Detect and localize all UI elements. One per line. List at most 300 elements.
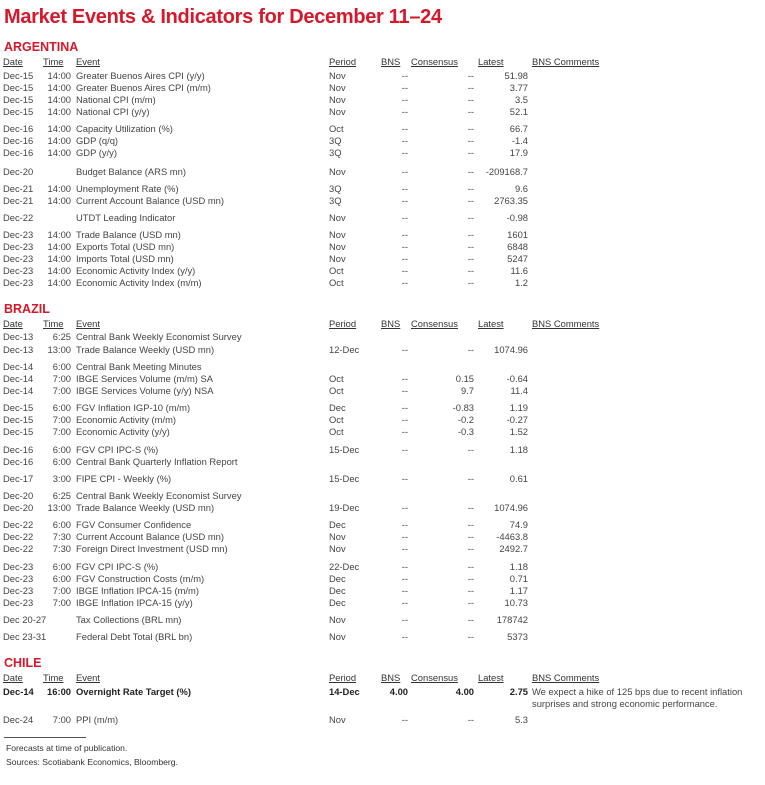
- header-comments: BNS Comments: [532, 318, 600, 329]
- cell-date: Dec-22: [3, 212, 34, 223]
- cell-latest: 2763.35: [494, 195, 528, 206]
- cell-bns: --: [401, 183, 408, 194]
- cell-event: Trade Balance Weekly (USD mn): [76, 502, 215, 513]
- cell-event: Imports Total (USD mn): [76, 253, 174, 264]
- cell-latest: 0.61: [509, 473, 528, 484]
- header-date: Date: [3, 672, 23, 683]
- cell-date: Dec-15: [3, 82, 34, 93]
- table-row: [0, 265, 765, 277]
- cell-event: Economic Activity Index (m/m): [76, 277, 202, 288]
- cell-bns: --: [401, 70, 408, 81]
- section-title-argentina: ARGENTINA: [4, 40, 79, 54]
- cell-event: Greater Buenos Aires CPI (m/m): [76, 82, 211, 93]
- cell-time: 3:00: [52, 473, 71, 484]
- cell-event: FGV Consumer Confidence: [76, 519, 192, 530]
- cell-bns: --: [401, 385, 408, 396]
- cell-bns: --: [401, 531, 408, 542]
- section-title-brazil: BRAZIL: [4, 302, 50, 316]
- cell-time: 6:00: [52, 402, 71, 413]
- header-time: Time: [43, 318, 64, 329]
- table-row: [0, 147, 765, 159]
- table-row: [0, 166, 765, 178]
- cell-consensus: --: [467, 166, 474, 177]
- header-consensus: Consensus: [411, 56, 458, 67]
- cell-bns: --: [401, 561, 408, 572]
- table-row: [0, 444, 765, 456]
- cell-date: Dec-23: [3, 277, 34, 288]
- cell-bns: --: [401, 714, 408, 725]
- header-latest: Latest: [478, 318, 504, 329]
- cell-date: Dec-15: [3, 94, 34, 105]
- cell-time: 6:00: [52, 361, 71, 372]
- cell-period: Nov: [329, 229, 346, 240]
- cell-consensus: --: [467, 585, 474, 596]
- cell-date: Dec-13: [3, 344, 34, 355]
- cell-bns: --: [401, 373, 408, 384]
- cell-consensus: -0.83: [452, 402, 474, 413]
- cell-period: Dec: [329, 597, 346, 608]
- cell-period: Oct: [329, 414, 344, 425]
- cell-date: Dec-20: [3, 490, 34, 501]
- cell-consensus: --: [467, 229, 474, 240]
- cell-date: Dec-16: [3, 135, 34, 146]
- cell-bns: --: [401, 473, 408, 484]
- header-event: Event: [76, 318, 100, 329]
- cell-date: Dec-16: [3, 147, 34, 158]
- cell-latest: 3.5: [514, 94, 528, 105]
- table-row: [0, 82, 765, 94]
- cell-period: 15-Dec: [329, 473, 360, 484]
- column-header-row: [0, 672, 765, 684]
- cell-time: 7:00: [52, 373, 71, 384]
- cell-date: Dec-15: [3, 414, 34, 425]
- cell-time: 7:00: [52, 385, 71, 396]
- cell-event: FGV Construction Costs (m/m): [76, 573, 205, 584]
- cell-latest: 1.19: [509, 402, 528, 413]
- cell-period: Nov: [329, 212, 346, 223]
- cell-event: Economic Activity (y/y): [76, 426, 170, 437]
- cell-date: Dec-23: [3, 265, 34, 276]
- cell-date: Dec-23: [3, 229, 34, 240]
- table-row: [0, 70, 765, 82]
- cell-time: 6:00: [52, 519, 71, 530]
- cell-event: Trade Balance (USD mn): [76, 229, 181, 240]
- cell-consensus: -0.3: [457, 426, 474, 437]
- cell-bns: --: [401, 106, 408, 117]
- cell-time: 14:00: [47, 253, 71, 264]
- cell-date: Dec-16: [3, 456, 34, 467]
- cell-period: Oct: [329, 373, 344, 384]
- cell-latest: 66.7: [509, 123, 528, 134]
- table-row: [0, 543, 765, 555]
- cell-consensus: --: [467, 444, 474, 455]
- cell-period: Oct: [329, 426, 344, 437]
- cell-bns: --: [401, 426, 408, 437]
- table-row: [0, 473, 765, 485]
- table-row: [0, 631, 765, 643]
- cell-date: Dec-14: [3, 373, 34, 384]
- cell-consensus: --: [467, 147, 474, 158]
- cell-latest: 74.9: [509, 519, 528, 530]
- cell-event: Greater Buenos Aires CPI (y/y): [76, 70, 205, 81]
- table-row: [0, 531, 765, 543]
- cell-period: Oct: [329, 265, 344, 276]
- cell-period: Nov: [329, 94, 346, 105]
- cell-time: 6:25: [52, 490, 71, 501]
- cell-time: 14:00: [47, 135, 71, 146]
- header-time: Time: [43, 56, 64, 67]
- table-row: [0, 241, 765, 253]
- cell-event: Central Bank Quarterly Inflation Report: [76, 456, 238, 467]
- cell-event: Foreign Direct Investment (USD mn): [76, 543, 228, 554]
- table-row: [0, 597, 765, 609]
- cell-bns: --: [401, 277, 408, 288]
- cell-date: Dec-22: [3, 543, 34, 554]
- table-row: [0, 385, 765, 397]
- cell-event: Central Bank Meeting Minutes: [76, 361, 202, 372]
- cell-consensus: --: [467, 195, 474, 206]
- cell-date: Dec-14: [3, 686, 34, 697]
- cell-date: Dec-14: [3, 361, 34, 372]
- cell-latest: 5373: [507, 631, 528, 642]
- cell-event: FGV Inflation IGP-10 (m/m): [76, 402, 191, 413]
- table-row: [0, 331, 765, 343]
- cell-date: Dec-14: [3, 385, 34, 396]
- footnote-forecasts: Forecasts at time of publication.: [6, 743, 128, 753]
- cell-period: Dec: [329, 573, 346, 584]
- cell-latest: -209168.7: [485, 166, 528, 177]
- footnote-rule: [4, 737, 86, 738]
- cell-time: 14:00: [47, 123, 71, 134]
- cell-bns: --: [401, 502, 408, 513]
- cell-time: 16:00: [47, 686, 71, 697]
- cell-latest: 1074.96: [494, 344, 528, 355]
- cell-latest: 10.73: [504, 597, 528, 608]
- table-row: [0, 123, 765, 135]
- header-date: Date: [3, 56, 23, 67]
- cell-date: Dec-23: [3, 253, 34, 264]
- cell-time: 14:00: [47, 241, 71, 252]
- cell-period: Dec: [329, 519, 346, 530]
- cell-time: 14:00: [47, 277, 71, 288]
- cell-consensus: --: [467, 265, 474, 276]
- table-row: [0, 561, 765, 573]
- cell-date: Dec-23: [3, 561, 34, 572]
- header-latest: Latest: [478, 672, 504, 683]
- cell-time: 14:00: [47, 106, 71, 117]
- cell-event: FGV CPI IPC-S (%): [76, 561, 159, 572]
- cell-bns: --: [401, 344, 408, 355]
- cell-bns: --: [401, 135, 408, 146]
- table-row: [0, 106, 765, 118]
- cell-bns: --: [401, 519, 408, 530]
- cell-consensus: --: [467, 82, 474, 93]
- cell-time: 14:00: [47, 147, 71, 158]
- cell-period: Nov: [329, 106, 346, 117]
- cell-event: IBGE Services Volume (m/m) SA: [76, 373, 214, 384]
- cell-consensus: --: [467, 614, 474, 625]
- cell-latest: 1.52: [509, 426, 528, 437]
- cell-bns: --: [401, 585, 408, 596]
- cell-period: Dec: [329, 585, 346, 596]
- cell-latest: 178742: [496, 614, 528, 625]
- cell-date: Dec-23: [3, 597, 34, 608]
- header-bns: BNS: [381, 672, 401, 683]
- cell-latest: 2.75: [509, 686, 528, 697]
- header-event: Event: [76, 56, 100, 67]
- header-period: Period: [329, 56, 357, 67]
- cell-latest: 1.2: [514, 277, 528, 288]
- table-row: [0, 135, 765, 147]
- cell-time: 13:00: [47, 344, 71, 355]
- cell-period: 3Q: [329, 147, 342, 158]
- cell-bns: --: [401, 94, 408, 105]
- cell-consensus: --: [467, 212, 474, 223]
- header-comments: BNS Comments: [532, 56, 600, 67]
- table-row: [0, 686, 765, 712]
- cell-time: 7:30: [52, 531, 71, 542]
- cell-consensus: 4.00: [455, 686, 474, 697]
- cell-event: PPI (m/m): [76, 714, 119, 725]
- cell-period: Nov: [329, 241, 346, 252]
- cell-event: Capacity Utilization (%): [76, 123, 173, 134]
- cell-time: 14:00: [47, 265, 71, 276]
- table-row: [0, 490, 765, 502]
- cell-event: UTDT Leading Indicator: [76, 212, 176, 223]
- cell-period: Oct: [329, 123, 344, 134]
- cell-period: 15-Dec: [329, 444, 360, 455]
- cell-date: Dec-22: [3, 531, 34, 542]
- cell-consensus: -0.2: [457, 414, 474, 425]
- cell-bns: --: [401, 253, 408, 264]
- cell-date: Dec-13: [3, 331, 34, 342]
- table-row: [0, 456, 765, 468]
- cell-latest: -4463.8: [496, 531, 528, 542]
- cell-time: 13:00: [47, 502, 71, 513]
- header-consensus: Consensus: [411, 672, 458, 683]
- cell-bns: --: [401, 543, 408, 554]
- table-row: [0, 183, 765, 195]
- cell-period: Oct: [329, 277, 344, 288]
- cell-latest: 2492.7: [499, 543, 528, 554]
- cell-bns: --: [401, 265, 408, 276]
- cell-bns: --: [401, 147, 408, 158]
- cell-period: Nov: [329, 70, 346, 81]
- cell-event: Trade Balance Weekly (USD mn): [76, 344, 215, 355]
- footnote-sources: Sources: Scotiabank Economics, Bloomberg.: [6, 757, 178, 767]
- table-row: [0, 426, 765, 438]
- cell-period: Nov: [329, 714, 346, 725]
- cell-event: Current Account Balance (USD mn): [76, 531, 224, 542]
- cell-consensus: --: [467, 241, 474, 252]
- table-row: [0, 344, 765, 356]
- table-row: [0, 502, 765, 514]
- cell-consensus: --: [467, 714, 474, 725]
- cell-event: Economic Activity Index (y/y): [76, 265, 196, 276]
- cell-consensus: --: [467, 135, 474, 146]
- header-comments: BNS Comments: [532, 672, 600, 683]
- cell-date: Dec-21: [3, 183, 34, 194]
- cell-period: 3Q: [329, 195, 342, 206]
- cell-latest: 1601: [507, 229, 528, 240]
- cell-event: IBGE Inflation IPCA-15 (y/y): [76, 597, 193, 608]
- header-date: Date: [3, 318, 23, 329]
- cell-bns: --: [401, 229, 408, 240]
- table-row: [0, 573, 765, 585]
- cell-consensus: --: [467, 519, 474, 530]
- cell-consensus: 0.15: [455, 373, 474, 384]
- cell-latest: 0.71: [509, 573, 528, 584]
- cell-time: 6:25: [52, 331, 71, 342]
- cell-latest: 51.98: [504, 70, 528, 81]
- cell-event: IBGE Inflation IPCA-15 (m/m): [76, 585, 199, 596]
- header-period: Period: [329, 672, 357, 683]
- cell-date: Dec-22: [3, 519, 34, 530]
- cell-latest: 1074.96: [494, 502, 528, 513]
- cell-date: Dec-16: [3, 123, 34, 134]
- cell-bns: --: [401, 573, 408, 584]
- cell-time: 6:00: [52, 561, 71, 572]
- cell-event: Budget Balance (ARS mn): [76, 166, 186, 177]
- cell-period: Nov: [329, 614, 346, 625]
- table-row: [0, 361, 765, 373]
- cell-bns: --: [401, 402, 408, 413]
- cell-time: 7:00: [52, 585, 71, 596]
- cell-bns: --: [401, 212, 408, 223]
- table-row: [0, 585, 765, 597]
- cell-date: Dec-20: [3, 502, 34, 513]
- cell-consensus: --: [467, 106, 474, 117]
- cell-consensus: --: [467, 543, 474, 554]
- cell-latest: 11.4: [510, 385, 528, 396]
- cell-time: 14:00: [47, 82, 71, 93]
- column-header-row: [0, 56, 765, 68]
- cell-bns: --: [401, 166, 408, 177]
- cell-time: 14:00: [47, 183, 71, 194]
- cell-event: GDP (q/q): [76, 135, 119, 146]
- cell-period: Nov: [329, 166, 346, 177]
- cell-date: Dec-23: [3, 585, 34, 596]
- cell-latest: 3.77: [509, 82, 528, 93]
- cell-consensus: --: [467, 253, 474, 264]
- cell-latest: -0.64: [506, 373, 528, 384]
- cell-time: 7:00: [52, 426, 71, 437]
- section-title-chile: CHILE: [4, 656, 42, 670]
- cell-period: 19-Dec: [329, 502, 360, 513]
- cell-period: Nov: [329, 543, 346, 554]
- cell-latest: -1.4: [511, 135, 528, 146]
- cell-consensus: 9.7: [460, 385, 474, 396]
- cell-bns: --: [401, 597, 408, 608]
- cell-time: 6:00: [52, 444, 71, 455]
- cell-latest: 17.9: [509, 147, 528, 158]
- cell-latest: 1.17: [509, 585, 528, 596]
- header-latest: Latest: [478, 56, 504, 67]
- cell-latest: 9.6: [514, 183, 528, 194]
- table-row: [0, 402, 765, 414]
- cell-bns: --: [401, 614, 408, 625]
- cell-period: 12-Dec: [329, 344, 360, 355]
- page-title: Market Events & Indicators for December 11–24: [4, 6, 442, 28]
- cell-date: Dec-20: [3, 166, 34, 177]
- cell-date: Dec-15: [3, 402, 34, 413]
- cell-event: Overnight Rate Target (%): [76, 686, 191, 697]
- cell-latest: 11.6: [510, 265, 528, 276]
- cell-latest: 6848: [507, 241, 528, 252]
- cell-consensus: --: [467, 502, 474, 513]
- cell-event: Exports Total (USD mn): [76, 241, 175, 252]
- cell-bns: --: [401, 631, 408, 642]
- cell-time: 7:00: [52, 414, 71, 425]
- cell-time: 6:00: [52, 456, 71, 467]
- cell-date: Dec-15: [3, 426, 34, 437]
- cell-event: Tax Collections (BRL mn): [76, 614, 182, 625]
- table-row: [0, 414, 765, 426]
- cell-date: Dec-16: [3, 444, 34, 455]
- cell-event: IBGE Services Volume (y/y) NSA: [76, 385, 214, 396]
- cell-period: Nov: [329, 82, 346, 93]
- cell-event: Central Bank Weekly Economist Survey: [76, 331, 242, 342]
- cell-event: GDP (y/y): [76, 147, 117, 158]
- cell-event: Unemployment Rate (%): [76, 183, 179, 194]
- cell-date: Dec-21: [3, 195, 34, 206]
- cell-date: Dec-17: [3, 473, 34, 484]
- table-row: [0, 94, 765, 106]
- cell-date: Dec-24: [3, 714, 34, 725]
- cell-date: Dec-23: [3, 241, 34, 252]
- cell-time: 6:00: [52, 573, 71, 584]
- cell-time: 7:30: [52, 543, 71, 554]
- cell-consensus: --: [467, 344, 474, 355]
- table-row: [0, 253, 765, 265]
- cell-consensus: --: [467, 123, 474, 134]
- cell-date: Dec-15: [3, 106, 34, 117]
- cell-time: 14:00: [47, 94, 71, 105]
- table-row: [0, 229, 765, 241]
- cell-time: 7:00: [52, 714, 71, 725]
- column-header-row: [0, 318, 765, 330]
- cell-period: 22-Dec: [329, 561, 360, 572]
- cell-consensus: --: [467, 70, 474, 81]
- table-row: [0, 212, 765, 224]
- cell-date: Dec-23: [3, 573, 34, 584]
- cell-event: National CPI (y/y): [76, 106, 150, 117]
- cell-period: 3Q: [329, 135, 342, 146]
- cell-date: Dec-15: [3, 70, 34, 81]
- cell-event: Central Bank Weekly Economist Survey: [76, 490, 242, 501]
- table-row: [0, 519, 765, 531]
- cell-event: Economic Activity (m/m): [76, 414, 177, 425]
- cell-period: Nov: [329, 253, 346, 264]
- cell-event: FGV CPI IPC-S (%): [76, 444, 159, 455]
- cell-consensus: --: [467, 277, 474, 288]
- cell-event: Current Account Balance (USD mn): [76, 195, 224, 206]
- cell-event: National CPI (m/m): [76, 94, 156, 105]
- cell-bns: --: [401, 241, 408, 252]
- cell-comment: We expect a hike of 125 bps due to recent inflation surprises and strong economic performance.: [532, 686, 743, 709]
- cell-latest: 5247: [507, 253, 528, 264]
- cell-latest: 5.3: [514, 714, 528, 725]
- header-bns: BNS: [381, 56, 401, 67]
- cell-consensus: --: [467, 573, 474, 584]
- header-bns: BNS: [381, 318, 401, 329]
- cell-time: 14:00: [47, 195, 71, 206]
- table-row: [0, 277, 765, 289]
- header-period: Period: [329, 318, 357, 329]
- cell-consensus: --: [467, 473, 474, 484]
- cell-period: 3Q: [329, 183, 342, 194]
- cell-period: Nov: [329, 531, 346, 542]
